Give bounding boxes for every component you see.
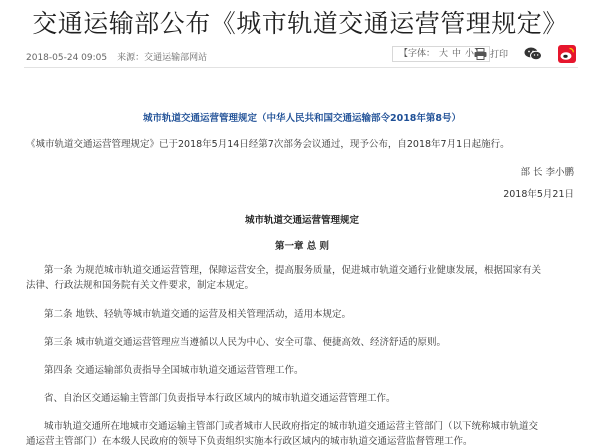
wechat-share-button[interactable]: [524, 46, 542, 65]
source-name: 交通运输部网站: [144, 53, 208, 63]
print-button[interactable]: [474, 47, 508, 60]
signatory: 部 长 李小鹏: [520, 167, 574, 178]
weibo-share-button[interactable]: [558, 45, 576, 66]
sign-date: 2018年5月21日: [503, 189, 574, 200]
article-paragraph: 省、自治区交通运输主管部门负责指导本行政区域内的城市轨道交通运营管理工作。: [44, 393, 396, 404]
chapter-title: 第一章 总 则: [274, 241, 330, 252]
font-size-large-button[interactable]: 大: [439, 49, 449, 59]
intro-paragraph: 《城市轨道交通运营管理规定》已于2018年5月14日经第7次部务会议通过，现予公布，自2018年7月1日起施行。: [26, 139, 510, 150]
article-paragraph: 城市轨道交通所在地城市交通运输主管部门或者城市人民政府指定的城市轨道交通运营主管部门（以下统称城市轨道交: [44, 421, 539, 432]
publish-date: 2018-05-24 09:05: [26, 53, 108, 63]
article-paragraph: 通运营主管部门）在本级人民政府的领导下负责组织实施本行政区域内的城市轨道交通运营监督管理工作。: [26, 436, 473, 447]
print-label: 打印: [490, 50, 509, 60]
wechat-share-icon: [524, 46, 542, 62]
article-headline: 交通运输部公布《城市轨道交通运营管理规定》: [32, 9, 568, 38]
weibo-share-icon: [558, 45, 576, 63]
article-paragraph: 第三条 城市轨道交通运营管理应当遵循以人民为中心、安全可靠、便捷高效、经济舒适的原则。: [44, 337, 447, 348]
article-meta-bar: [24, 44, 578, 68]
font-size-small-button[interactable]: 小: [465, 49, 475, 59]
article-paragraph: 法律、行政法规和国务院有关文件要求，制定本规定。: [26, 280, 255, 291]
regulation-title: 城市轨道交通运营管理规定: [244, 215, 359, 226]
printer-icon: [474, 48, 487, 60]
article-paragraph: 第二条 地铁、轻轨等城市轨道交通的运营及相关管理活动，适用本规定。: [44, 309, 352, 320]
font-size-medium-button[interactable]: 中: [452, 49, 462, 59]
article-paragraph: 第一条 为规范城市轨道交通运营管理，保障运营安全，提高服务质量，促进城市轨道交通行业健康发展，根据国家有关: [44, 265, 542, 276]
order-title: 城市轨道交通运营管理规定（中华人民共和国交通运输部令2018年第8号）: [142, 113, 462, 124]
article-meta: [26, 50, 207, 63]
article-paragraph: 第四条 交通运输部负责指导全国城市轨道交通运营管理工作。: [44, 365, 304, 376]
source-label: 来源：: [117, 53, 145, 63]
font-size-label: 【字体：: [399, 49, 436, 59]
